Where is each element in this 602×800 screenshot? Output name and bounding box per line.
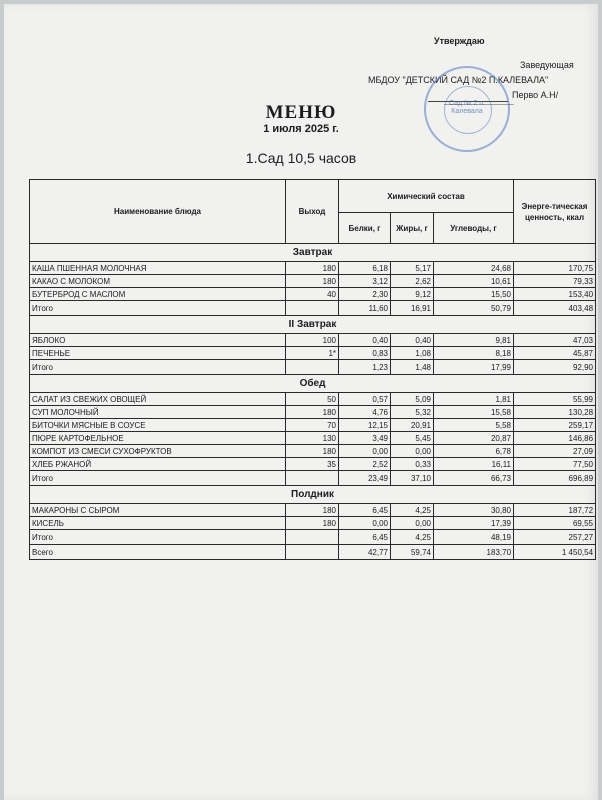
approver-name: Перво А.Н/ xyxy=(512,90,559,100)
table-row xyxy=(30,275,596,288)
dish-carb: 5,58 xyxy=(434,419,514,432)
grand-total-carb: 183,70 xyxy=(434,545,514,560)
dish-fat: 9,12 xyxy=(391,288,434,301)
page-title: МЕНЮ xyxy=(265,102,337,123)
dish-yield: 180 xyxy=(286,504,339,517)
dish-name: БУТЕРБРОД С МАСЛОМ xyxy=(30,288,286,301)
dish-carb: 16,11 xyxy=(434,458,514,471)
dish-energy: 153,40 xyxy=(514,288,596,301)
grand-total-protein: 42,77 xyxy=(339,545,391,560)
stamp-text: Сад № 2 п. Калевала xyxy=(448,100,486,115)
section-total-row xyxy=(30,471,596,486)
table-row xyxy=(30,419,596,432)
total-carb: 66,73 xyxy=(434,471,514,486)
total-protein: 6,45 xyxy=(339,530,391,545)
dish-protein: 2,30 xyxy=(339,288,391,301)
dish-name: ПЕЧЕНЬЕ xyxy=(30,347,286,360)
dish-yield: 180 xyxy=(286,275,339,288)
dish-fat: 1,08 xyxy=(391,347,434,360)
approver-position: Заведующая xyxy=(520,60,574,70)
menu-table xyxy=(29,179,596,560)
dish-energy: 55,99 xyxy=(514,393,596,406)
total-label: Итого xyxy=(30,301,286,316)
dish-name: ЯБЛОКО xyxy=(30,334,286,347)
section-title: Обед xyxy=(30,375,596,393)
dish-fat: 2,62 xyxy=(391,275,434,288)
table-row xyxy=(30,334,596,347)
dish-yield: 1* xyxy=(286,347,339,360)
dish-name: МАКАРОНЫ С СЫРОМ xyxy=(30,504,286,517)
dish-carb: 15,50 xyxy=(434,288,514,301)
dish-name: ХЛЕБ РЖАНОЙ xyxy=(30,458,286,471)
table-row xyxy=(30,517,596,530)
dish-yield: 50 xyxy=(286,393,339,406)
total-fat: 4,25 xyxy=(391,530,434,545)
dish-carb: 17,39 xyxy=(434,517,514,530)
dish-protein: 0,00 xyxy=(339,445,391,458)
dish-energy: 259,17 xyxy=(514,419,596,432)
section-total-row xyxy=(30,530,596,545)
menu-table-body xyxy=(30,244,596,560)
section-total-row xyxy=(30,301,596,316)
dish-yield: 70 xyxy=(286,419,339,432)
section-header-row xyxy=(30,244,596,262)
header-yield: Выход xyxy=(286,180,339,244)
total-carb: 48,19 xyxy=(434,530,514,545)
total-fat: 16,91 xyxy=(391,301,434,316)
total-yield xyxy=(286,530,339,545)
dish-name: КАКАО С МОЛОКОМ xyxy=(30,275,286,288)
header-dish: Наименование блюда xyxy=(30,180,286,244)
dish-name: БИТОЧКИ МЯСНЫЕ В СОУСЕ xyxy=(30,419,286,432)
dish-protein: 0,00 xyxy=(339,517,391,530)
section-title: Завтрак xyxy=(30,244,596,262)
dish-carb: 6,78 xyxy=(434,445,514,458)
dish-carb: 20,87 xyxy=(434,432,514,445)
total-yield xyxy=(286,301,339,316)
dish-fat: 0,00 xyxy=(391,445,434,458)
total-fat: 37,10 xyxy=(391,471,434,486)
dish-name: КИСЕЛЬ xyxy=(30,517,286,530)
dish-carb: 8,18 xyxy=(434,347,514,360)
dish-protein: 0,83 xyxy=(339,347,391,360)
dish-fat: 0,33 xyxy=(391,458,434,471)
grand-total-energy: 1 450,54 xyxy=(514,545,596,560)
dish-fat: 0,00 xyxy=(391,517,434,530)
dish-fat: 20,91 xyxy=(391,419,434,432)
total-protein: 1,23 xyxy=(339,360,391,375)
section-title: Полдник xyxy=(30,486,596,504)
grand-total-fat: 59,74 xyxy=(391,545,434,560)
dish-carb: 9,81 xyxy=(434,334,514,347)
total-label: Итого xyxy=(30,530,286,545)
dish-fat: 4,25 xyxy=(391,504,434,517)
grand-total-yield xyxy=(286,545,339,560)
dish-carb: 24,68 xyxy=(434,262,514,275)
dish-yield: 180 xyxy=(286,262,339,275)
dish-yield: 180 xyxy=(286,406,339,419)
dish-protein: 3,12 xyxy=(339,275,391,288)
dish-energy: 146,86 xyxy=(514,432,596,445)
dish-name: КАША ПШЕННАЯ МОЛОЧНАЯ xyxy=(30,262,286,275)
section-header-row xyxy=(30,486,596,504)
section-header-row xyxy=(30,375,596,393)
dish-carb: 30,80 xyxy=(434,504,514,517)
table-row xyxy=(30,347,596,360)
dish-energy: 27,09 xyxy=(514,445,596,458)
section-title: II Завтрак xyxy=(30,316,596,334)
header-carb: Углеводы, г xyxy=(434,213,514,244)
dish-yield: 180 xyxy=(286,517,339,530)
dish-carb: 1,81 xyxy=(434,393,514,406)
dish-energy: 79,33 xyxy=(514,275,596,288)
total-label: Итого xyxy=(30,360,286,375)
table-row xyxy=(30,432,596,445)
dish-protein: 3,49 xyxy=(339,432,391,445)
header-fat: Жиры, г xyxy=(391,213,434,244)
table-row xyxy=(30,393,596,406)
total-carb: 50,79 xyxy=(434,301,514,316)
dish-energy: 170,75 xyxy=(514,262,596,275)
header-energy: Энерге-тическая ценность, ккал xyxy=(514,180,596,244)
total-protein: 23,49 xyxy=(339,471,391,486)
dish-protein: 6,18 xyxy=(339,262,391,275)
dish-fat: 5,09 xyxy=(391,393,434,406)
dish-yield: 180 xyxy=(286,445,339,458)
dish-name: САЛАТ ИЗ СВЕЖИХ ОВОЩЕЙ xyxy=(30,393,286,406)
dish-energy: 187,72 xyxy=(514,504,596,517)
table-row xyxy=(30,406,596,419)
table-row xyxy=(30,288,596,301)
dish-name: СУП МОЛОЧНЫЙ xyxy=(30,406,286,419)
total-protein: 11,60 xyxy=(339,301,391,316)
organization-name: МБДОУ "ДЕТСКИЙ САД №2 П.КАЛЕВАЛА" xyxy=(368,75,549,85)
menu-subtitle: 1.Сад 10,5 часов xyxy=(245,150,357,166)
menu-page xyxy=(4,4,598,800)
approve-label: Утверждаю xyxy=(434,36,485,46)
menu-date: 1 июля 2025 г. xyxy=(263,123,339,135)
table-row xyxy=(30,458,596,471)
dish-protein: 12,15 xyxy=(339,419,391,432)
header-chem: Химический состав xyxy=(339,180,514,213)
table-row xyxy=(30,445,596,458)
dish-yield: 100 xyxy=(286,334,339,347)
dish-carb: 10,61 xyxy=(434,275,514,288)
dish-yield: 35 xyxy=(286,458,339,471)
dish-fat: 5,17 xyxy=(391,262,434,275)
total-yield xyxy=(286,360,339,375)
menu-table-header xyxy=(30,180,596,244)
header-protein: Белки, г xyxy=(339,213,391,244)
total-energy: 403,48 xyxy=(514,301,596,316)
dish-protein: 2,52 xyxy=(339,458,391,471)
dish-fat: 5,45 xyxy=(391,432,434,445)
total-label: Итого xyxy=(30,471,286,486)
dish-energy: 77,50 xyxy=(514,458,596,471)
dish-carb: 15,58 xyxy=(434,406,514,419)
section-header-row xyxy=(30,316,596,334)
dish-protein: 0,40 xyxy=(339,334,391,347)
grand-total-row xyxy=(30,545,596,560)
total-energy: 696,89 xyxy=(514,471,596,486)
total-carb: 17,99 xyxy=(434,360,514,375)
section-total-row xyxy=(30,360,596,375)
table-row xyxy=(30,262,596,275)
dish-energy: 69,55 xyxy=(514,517,596,530)
total-energy: 92,90 xyxy=(514,360,596,375)
dish-energy: 45,87 xyxy=(514,347,596,360)
dish-fat: 0,40 xyxy=(391,334,434,347)
dish-energy: 47,03 xyxy=(514,334,596,347)
dish-yield: 130 xyxy=(286,432,339,445)
dish-protein: 0,57 xyxy=(339,393,391,406)
dish-protein: 6,45 xyxy=(339,504,391,517)
dish-protein: 4,76 xyxy=(339,406,391,419)
dish-name: КОМПОТ ИЗ СМЕСИ СУХОФРУКТОВ xyxy=(30,445,286,458)
dish-energy: 130,28 xyxy=(514,406,596,419)
total-yield xyxy=(286,471,339,486)
table-row xyxy=(30,504,596,517)
dish-yield: 40 xyxy=(286,288,339,301)
total-fat: 1,48 xyxy=(391,360,434,375)
grand-total-label: Всего xyxy=(30,545,286,560)
dish-name: ПЮРЕ КАРТОФЕЛЬНОЕ xyxy=(30,432,286,445)
dish-fat: 5,32 xyxy=(391,406,434,419)
total-energy: 257,27 xyxy=(514,530,596,545)
